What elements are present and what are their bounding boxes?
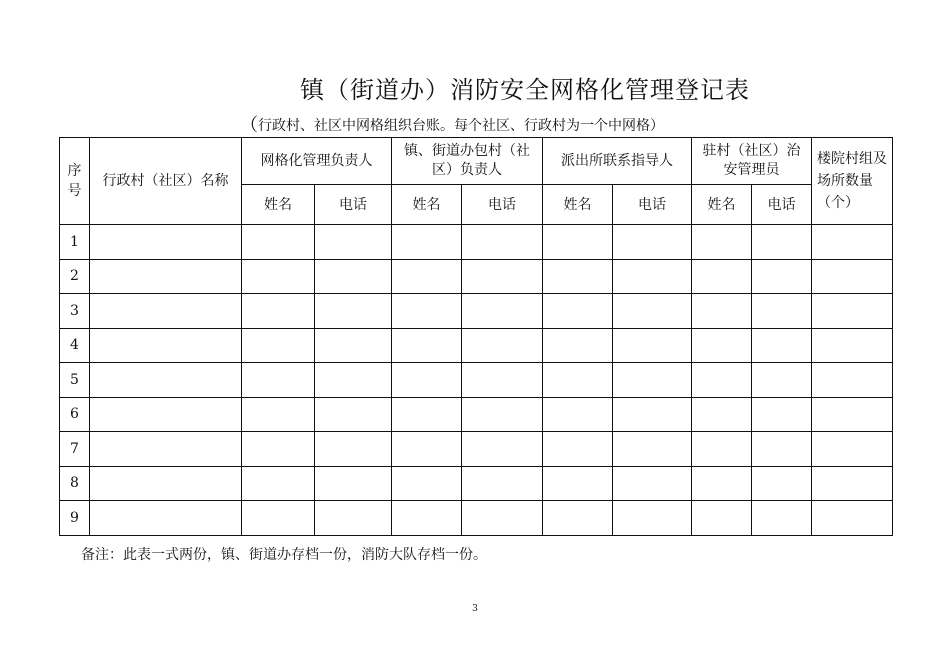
town-contact-phone-cell — [462, 501, 543, 536]
police-guide-phone-cell — [613, 432, 692, 467]
police-guide-phone-cell — [613, 328, 692, 363]
row-number: 6 — [60, 397, 90, 432]
header-police-guide-name: 姓名 — [543, 185, 613, 225]
grid-manager-phone-cell — [315, 328, 392, 363]
header-grid-manager — [242, 138, 392, 185]
header-seq — [60, 138, 90, 225]
header-village-name — [90, 138, 242, 225]
grid-manager-name-cell — [242, 328, 315, 363]
header-row-1 — [60, 138, 893, 185]
grid-manager-phone-cell — [315, 259, 392, 294]
police-guide-name-cell — [543, 501, 613, 536]
grid-manager-name-cell — [242, 501, 315, 536]
police-guide-phone-cell — [613, 259, 692, 294]
resident-officer-name-cell — [692, 328, 752, 363]
resident-officer-phone-cell — [752, 328, 812, 363]
resident-officer-name-cell — [692, 259, 752, 294]
page-title: 镇（街道办）消防安全网格化管理登记表 — [300, 76, 750, 104]
building-count-cell — [812, 328, 893, 363]
header-grid-manager-name: 姓名 — [242, 185, 315, 225]
table-row — [60, 466, 893, 501]
building-count-cell — [812, 432, 893, 467]
town-contact-name-cell — [392, 432, 462, 467]
resident-officer-phone-cell — [752, 501, 812, 536]
header-town-contact — [392, 138, 543, 185]
police-guide-phone-cell — [613, 397, 692, 432]
village-name-cell — [90, 466, 242, 501]
row-number: 3 — [60, 294, 90, 329]
resident-officer-name-cell — [692, 466, 752, 501]
table-row — [60, 225, 893, 260]
subtitle-open-paren: （ — [240, 115, 258, 136]
resident-officer-phone-cell — [752, 259, 812, 294]
grid-manager-phone-cell — [315, 432, 392, 467]
grid-manager-phone-cell — [315, 363, 392, 398]
grid-manager-name-cell — [242, 363, 315, 398]
header-building-count — [812, 138, 893, 225]
building-count-cell — [812, 363, 893, 398]
row-number: 2 — [60, 259, 90, 294]
building-count-cell — [812, 397, 893, 432]
grid-manager-name-cell — [242, 225, 315, 260]
police-guide-phone-cell — [613, 501, 692, 536]
town-contact-phone-cell — [462, 397, 543, 432]
town-contact-name-cell — [392, 397, 462, 432]
resident-officer-name-cell — [692, 294, 752, 329]
police-guide-phone-cell — [613, 466, 692, 501]
resident-officer-phone-cell — [752, 466, 812, 501]
town-contact-name-cell — [392, 501, 462, 536]
table-row — [60, 294, 893, 329]
table-row — [60, 328, 893, 363]
header-grid-manager-phone: 电话 — [315, 185, 392, 225]
grid-manager-phone-cell — [315, 225, 392, 260]
village-name-cell — [90, 225, 242, 260]
header-resident-officer-name: 姓名 — [692, 185, 752, 225]
police-guide-name-cell — [543, 259, 613, 294]
building-count-cell — [812, 466, 893, 501]
town-contact-phone-cell — [462, 294, 543, 329]
village-name-cell — [90, 501, 242, 536]
row-number: 5 — [60, 363, 90, 398]
police-guide-name-cell — [543, 432, 613, 467]
header-police-guide-phone: 电话 — [613, 185, 692, 225]
table-row — [60, 501, 893, 536]
town-contact-name-cell — [392, 225, 462, 260]
header-resident-officer-phone: 电话 — [752, 185, 812, 225]
header-town-contact-name: 姓名 — [392, 185, 462, 225]
grid-manager-phone-cell — [315, 294, 392, 329]
grid-manager-name-cell — [242, 432, 315, 467]
resident-officer-name-cell — [692, 397, 752, 432]
police-guide-name-cell — [543, 294, 613, 329]
header-seq-label: 序号 — [67, 163, 82, 199]
row-number: 8 — [60, 466, 90, 501]
grid-manager-name-cell — [242, 397, 315, 432]
resident-officer-name-cell — [692, 225, 752, 260]
town-contact-phone-cell — [462, 363, 543, 398]
subtitle — [240, 111, 664, 137]
village-name-cell — [90, 294, 242, 329]
table-row — [60, 259, 893, 294]
header-village-name-label: 行政村（社区）名称 — [102, 173, 229, 189]
register-table — [59, 137, 893, 536]
header-police-guide — [543, 138, 692, 185]
header-town-contact-phone: 电话 — [462, 185, 543, 225]
police-guide-phone-cell — [613, 294, 692, 329]
header-town-contact-label: 镇、街道办包村（社区）负责人 — [404, 143, 530, 178]
table-row — [60, 432, 893, 467]
resident-officer-phone-cell — [752, 397, 812, 432]
village-name-cell — [90, 432, 242, 467]
page-number: 3 — [472, 604, 478, 614]
town-contact-phone-cell — [462, 328, 543, 363]
resident-officer-phone-cell — [752, 432, 812, 467]
building-count-cell — [812, 294, 893, 329]
building-count-cell — [812, 225, 893, 260]
town-contact-phone-cell — [462, 466, 543, 501]
row-number: 7 — [60, 432, 90, 467]
town-contact-name-cell — [392, 363, 462, 398]
town-contact-name-cell — [392, 259, 462, 294]
town-contact-name-cell — [392, 294, 462, 329]
town-contact-phone-cell — [462, 225, 543, 260]
resident-officer-name-cell — [692, 432, 752, 467]
resident-officer-phone-cell — [752, 225, 812, 260]
town-contact-name-cell — [392, 328, 462, 363]
police-guide-phone-cell — [613, 363, 692, 398]
resident-officer-phone-cell — [752, 363, 812, 398]
subtitle-text: 行政村、社区中网格组织台账。每个社区、行政村为一个中网格） — [258, 118, 664, 134]
police-guide-name-cell — [543, 328, 613, 363]
town-contact-name-cell — [392, 466, 462, 501]
header-police-guide-label: 派出所联系指导人 — [561, 153, 673, 169]
police-guide-phone-cell — [613, 225, 692, 260]
table-body — [60, 225, 893, 536]
footnote: 备注：此表一式两份，镇、街道办存档一份，消防大队存档一份。 — [81, 547, 487, 563]
grid-manager-name-cell — [242, 466, 315, 501]
grid-manager-phone-cell — [315, 466, 392, 501]
village-name-cell — [90, 259, 242, 294]
table-row — [60, 397, 893, 432]
police-guide-name-cell — [543, 466, 613, 501]
header-grid-manager-label: 网格化管理负责人 — [260, 153, 373, 169]
town-contact-phone-cell — [462, 259, 543, 294]
header-resident-officer-label: 驻村（社区）治安管理员 — [702, 143, 801, 178]
village-name-cell — [90, 397, 242, 432]
row-number: 4 — [60, 328, 90, 363]
building-count-cell — [812, 259, 893, 294]
header-building-count-label: 楼院村组及场所数量（个） — [817, 151, 887, 211]
table-row — [60, 363, 893, 398]
resident-officer-name-cell — [692, 501, 752, 536]
grid-manager-phone-cell — [315, 501, 392, 536]
village-name-cell — [90, 328, 242, 363]
row-number: 9 — [60, 501, 90, 536]
police-guide-name-cell — [543, 363, 613, 398]
grid-manager-name-cell — [242, 259, 315, 294]
row-number: 1 — [60, 225, 90, 260]
town-contact-phone-cell — [462, 432, 543, 467]
building-count-cell — [812, 501, 893, 536]
resident-officer-name-cell — [692, 363, 752, 398]
resident-officer-phone-cell — [752, 294, 812, 329]
village-name-cell — [90, 363, 242, 398]
header-resident-officer — [692, 138, 812, 185]
police-guide-name-cell — [543, 397, 613, 432]
grid-manager-name-cell — [242, 294, 315, 329]
police-guide-name-cell — [543, 225, 613, 260]
grid-manager-phone-cell — [315, 397, 392, 432]
